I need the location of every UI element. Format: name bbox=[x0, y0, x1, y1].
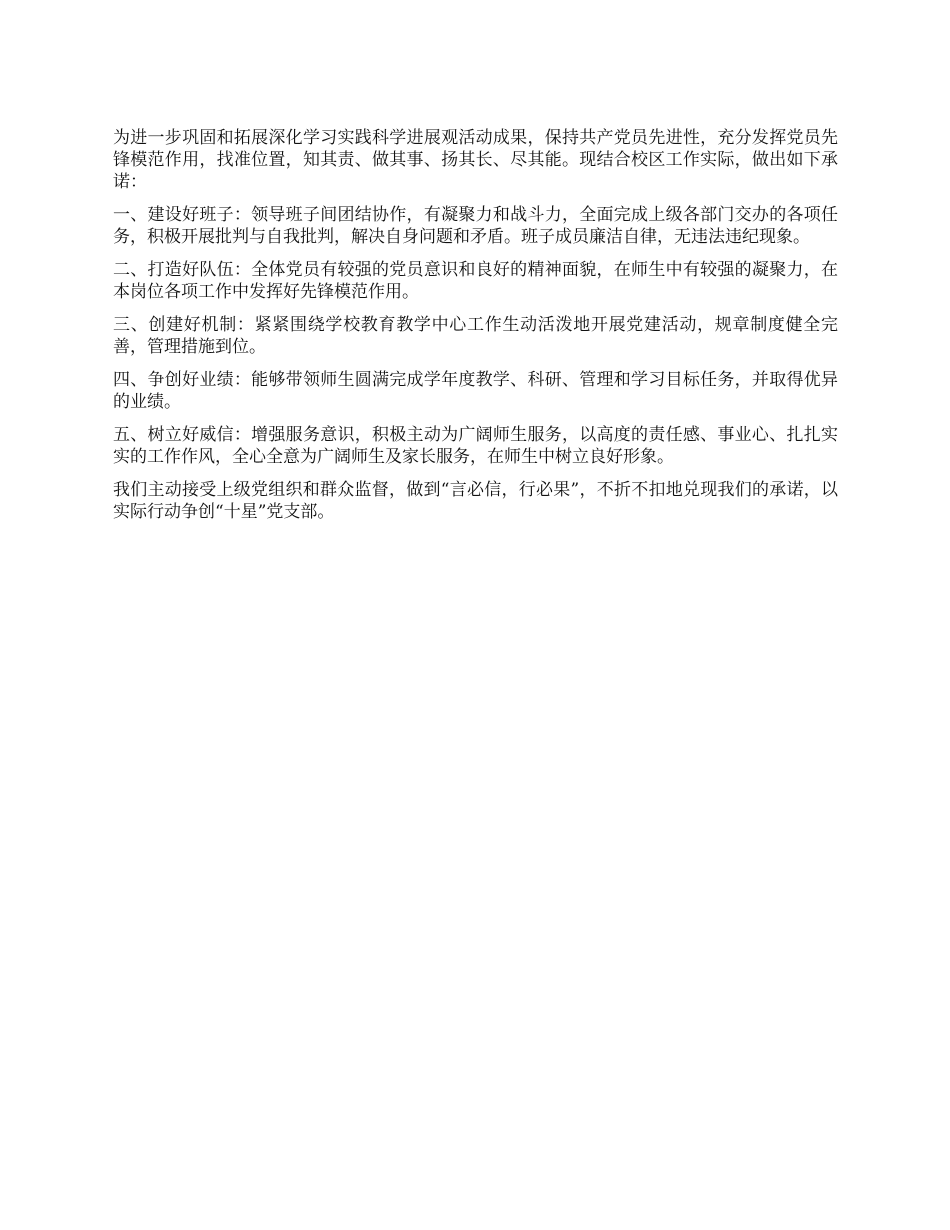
closing-paragraph: 我们主动接受上级党组织和群众监督，做到“言必信，行必果”，不折不扣地兑现我们的承诺，以实际行动争创“十星”党支部。 bbox=[113, 480, 838, 522]
commitment-prestige-paragraph: 五、树立好威信：增强服务意识，积极主动为广阔师生服务，以高度的责任感、事业心、扎扎实实的工作作风，全心全意为广阔师生及家长服务，在师生中树立良好形象。 bbox=[113, 425, 838, 467]
commitment-performance-paragraph: 四、争创好业绩：能够带领师生圆满完成学年度教学、科研、管理和学习目标任务，并取得优异的业绩。 bbox=[113, 370, 838, 412]
intro-paragraph: 为进一步巩固和拓展深化学习实践科学进展观活动成果，保持共产党员先进性，充分发挥党员先锋模范作用，找准位置，知其责、做其事、扬其长、尽其能。现结合校区工作实际，做出如下承诺： bbox=[113, 128, 838, 192]
commitment-staff-paragraph: 二、打造好队伍：全体党员有较强的党员意识和良好的精神面貌，在师生中有较强的凝聚力，在本岗位各项工作中发挥好先锋模范作用。 bbox=[113, 260, 838, 302]
document-body bbox=[113, 127, 838, 534]
commitment-team-paragraph: 一、建设好班子：领导班子间团结协作，有凝聚力和战斗力，全面完成上级各部门交办的各项任务，积极开展批判与自我批判，解决自身问题和矛盾。班子成员廉洁自律，无违法违纪现象。 bbox=[113, 205, 838, 247]
commitment-mechanism-paragraph: 三、创建好机制：紧紧围绕学校教育教学中心工作生动活泼地开展党建活动，规章制度健全完善，管理措施到位。 bbox=[113, 315, 838, 357]
